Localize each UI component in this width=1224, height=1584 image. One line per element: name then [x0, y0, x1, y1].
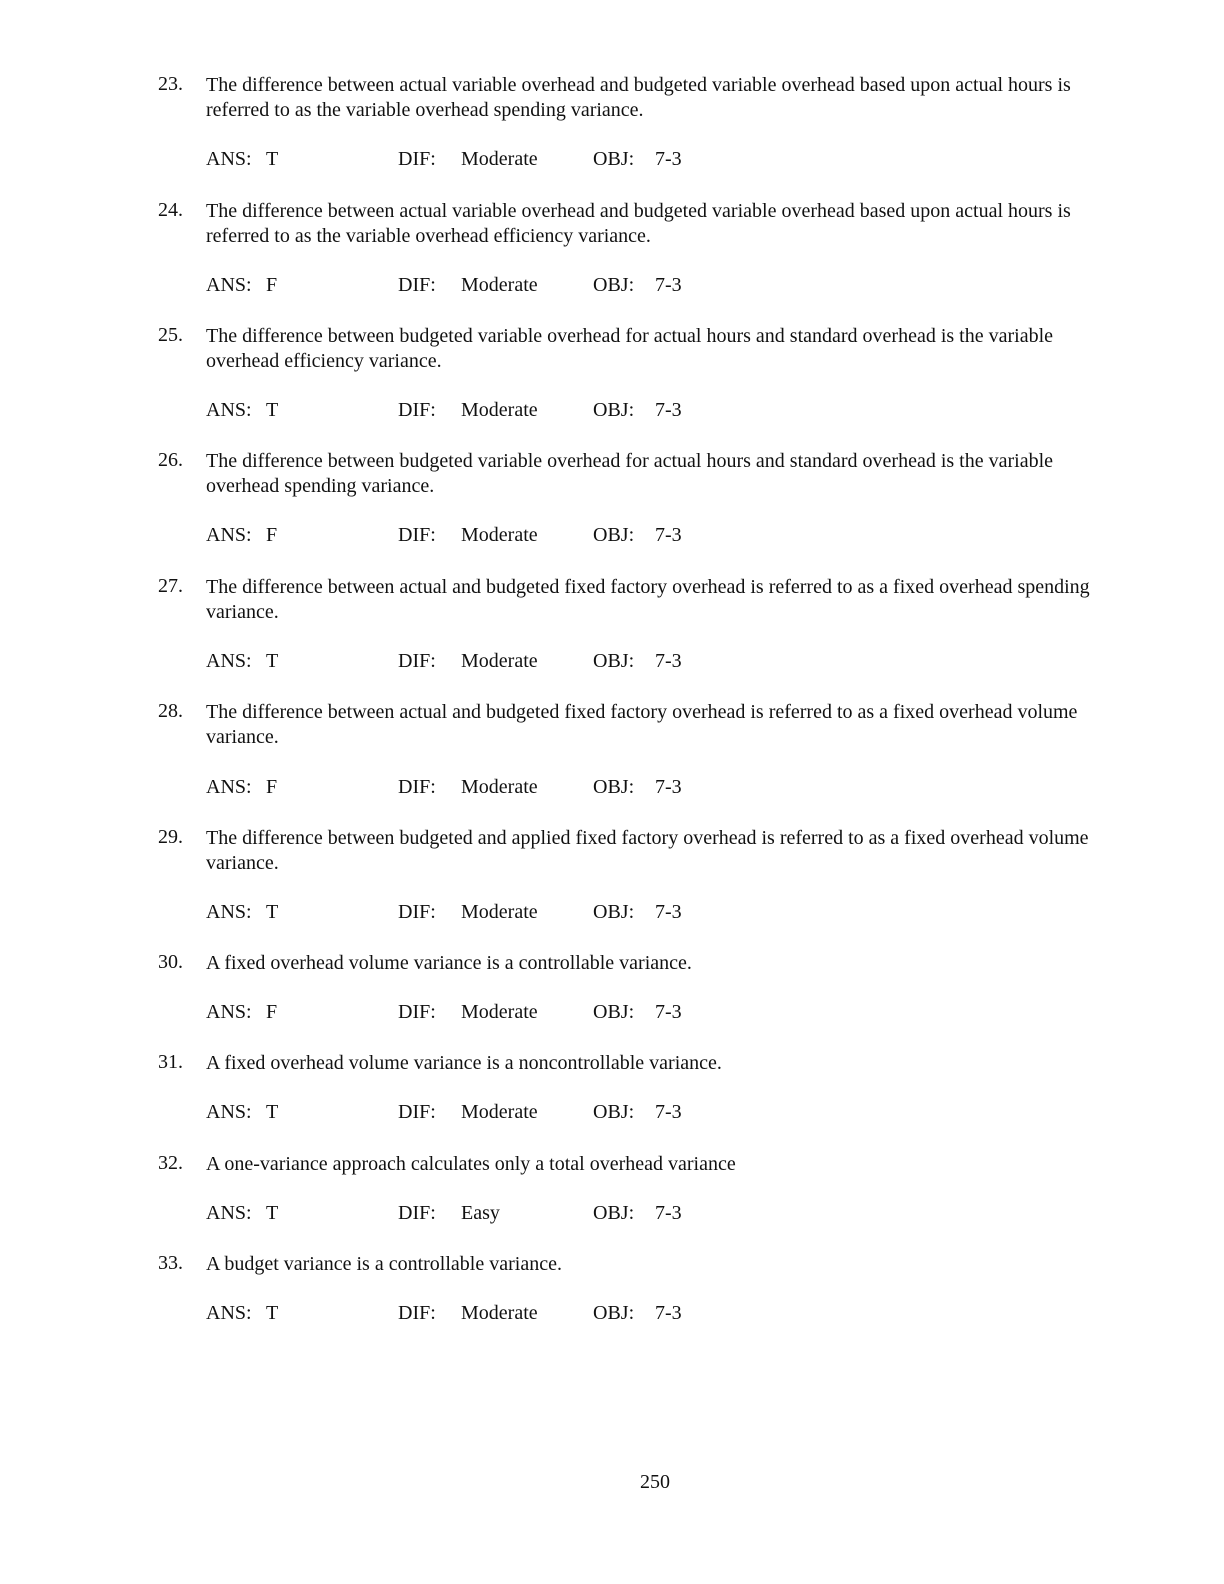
obj-value: 7-3	[655, 1302, 682, 1324]
ans-label: ANS:	[206, 1101, 252, 1123]
dif-label: DIF:	[398, 776, 436, 798]
obj-label: OBJ:	[593, 148, 635, 170]
ans-label: ANS:	[206, 274, 252, 296]
question-text: The difference between actual variable overhead and budgeted variable overhead based upon actual hours is referred to as the variable overhead efficiency variance.	[206, 200, 1071, 247]
question-number: 26.	[158, 449, 183, 471]
question-text: A one-variance approach calculates only a total overhead variance	[206, 1153, 736, 1175]
question-text: The difference between budgeted and applied fixed factory overhead is referred to as a fixed overhead volume variance.	[206, 827, 1089, 874]
dif-label: DIF:	[398, 399, 436, 421]
dif-value: Moderate	[461, 524, 538, 546]
question-number: 31.	[158, 1051, 183, 1073]
ans-value: F	[266, 274, 278, 296]
question-number: 23.	[158, 73, 183, 95]
question-number: 28.	[158, 700, 183, 722]
ans-label: ANS:	[206, 399, 252, 421]
question-number: 24.	[158, 199, 183, 221]
question-text: A fixed overhead volume variance is a controllable variance.	[206, 952, 692, 974]
question-number: 32.	[158, 1152, 183, 1174]
obj-value: 7-3	[655, 1202, 682, 1224]
dif-value: Moderate	[461, 1101, 538, 1123]
dif-value: Moderate	[461, 650, 538, 672]
dif-label: DIF:	[398, 901, 436, 923]
question-number: 30.	[158, 951, 183, 973]
question-number: 25.	[158, 324, 183, 346]
dif-value: Moderate	[461, 776, 538, 798]
ans-value: T	[266, 1202, 279, 1224]
question-text: The difference between budgeted variable overhead for actual hours and standard overhead is the variable overhead efficiency variance.	[206, 325, 1054, 372]
obj-label: OBJ:	[593, 274, 635, 296]
dif-value: Moderate	[461, 148, 538, 170]
dif-label: DIF:	[398, 524, 436, 546]
obj-label: OBJ:	[593, 776, 635, 798]
obj-label: OBJ:	[593, 1001, 635, 1023]
ans-value: F	[266, 1001, 278, 1023]
question-number: 27.	[158, 575, 183, 597]
dif-value: Easy	[461, 1202, 500, 1224]
obj-label: OBJ:	[593, 1101, 635, 1123]
obj-value: 7-3	[655, 399, 682, 421]
question-text: The difference between actual and budgeted fixed factory overhead is referred to as a fixed overhead spending variance.	[206, 576, 1090, 623]
ans-value: T	[266, 399, 279, 421]
question-text: The difference between budgeted variable overhead for actual hours and standard overhead is the variable overhead spending variance.	[206, 450, 1054, 497]
dif-label: DIF:	[398, 650, 436, 672]
ans-label: ANS:	[206, 650, 252, 672]
ans-value: T	[266, 650, 279, 672]
dif-label: DIF:	[398, 148, 436, 170]
question-text: A fixed overhead volume variance is a noncontrollable variance.	[206, 1052, 722, 1074]
obj-label: OBJ:	[593, 1302, 635, 1324]
dif-label: DIF:	[398, 1101, 436, 1123]
ans-label: ANS:	[206, 148, 252, 170]
page-number: 250	[640, 1471, 670, 1493]
question-number: 29.	[158, 826, 183, 848]
dif-label: DIF:	[398, 1001, 436, 1023]
ans-value: T	[266, 901, 279, 923]
ans-label: ANS:	[206, 776, 252, 798]
dif-label: DIF:	[398, 1202, 436, 1224]
obj-label: OBJ:	[593, 399, 635, 421]
dif-value: Moderate	[461, 901, 538, 923]
dif-label: DIF:	[398, 1302, 436, 1324]
dif-value: Moderate	[461, 399, 538, 421]
obj-label: OBJ:	[593, 524, 635, 546]
ans-value: F	[266, 776, 278, 798]
dif-value: Moderate	[461, 1001, 538, 1023]
ans-value: T	[266, 1101, 279, 1123]
obj-value: 7-3	[655, 1001, 682, 1023]
ans-value: T	[266, 1302, 279, 1324]
ans-label: ANS:	[206, 1001, 252, 1023]
obj-value: 7-3	[655, 148, 682, 170]
ans-value: T	[266, 148, 279, 170]
ans-label: ANS:	[206, 524, 252, 546]
question-number: 33.	[158, 1252, 183, 1274]
dif-value: Moderate	[461, 274, 538, 296]
obj-value: 7-3	[655, 901, 682, 923]
obj-label: OBJ:	[593, 901, 635, 923]
dif-label: DIF:	[398, 274, 436, 296]
ans-value: F	[266, 524, 278, 546]
question-text: The difference between actual and budgeted fixed factory overhead is referred to as a fixed overhead volume variance.	[206, 701, 1078, 748]
obj-value: 7-3	[655, 274, 682, 296]
ans-label: ANS:	[206, 1202, 252, 1224]
ans-label: ANS:	[206, 1302, 252, 1324]
obj-label: OBJ:	[593, 1202, 635, 1224]
question-text: The difference between actual variable overhead and budgeted variable overhead based upon actual hours is referred to as the variable overhead spending variance.	[206, 74, 1071, 121]
obj-value: 7-3	[655, 650, 682, 672]
question-text: A budget variance is a controllable variance.	[206, 1253, 562, 1275]
obj-value: 7-3	[655, 524, 682, 546]
obj-label: OBJ:	[593, 650, 635, 672]
dif-value: Moderate	[461, 1302, 538, 1324]
obj-value: 7-3	[655, 1101, 682, 1123]
obj-value: 7-3	[655, 776, 682, 798]
ans-label: ANS:	[206, 901, 252, 923]
